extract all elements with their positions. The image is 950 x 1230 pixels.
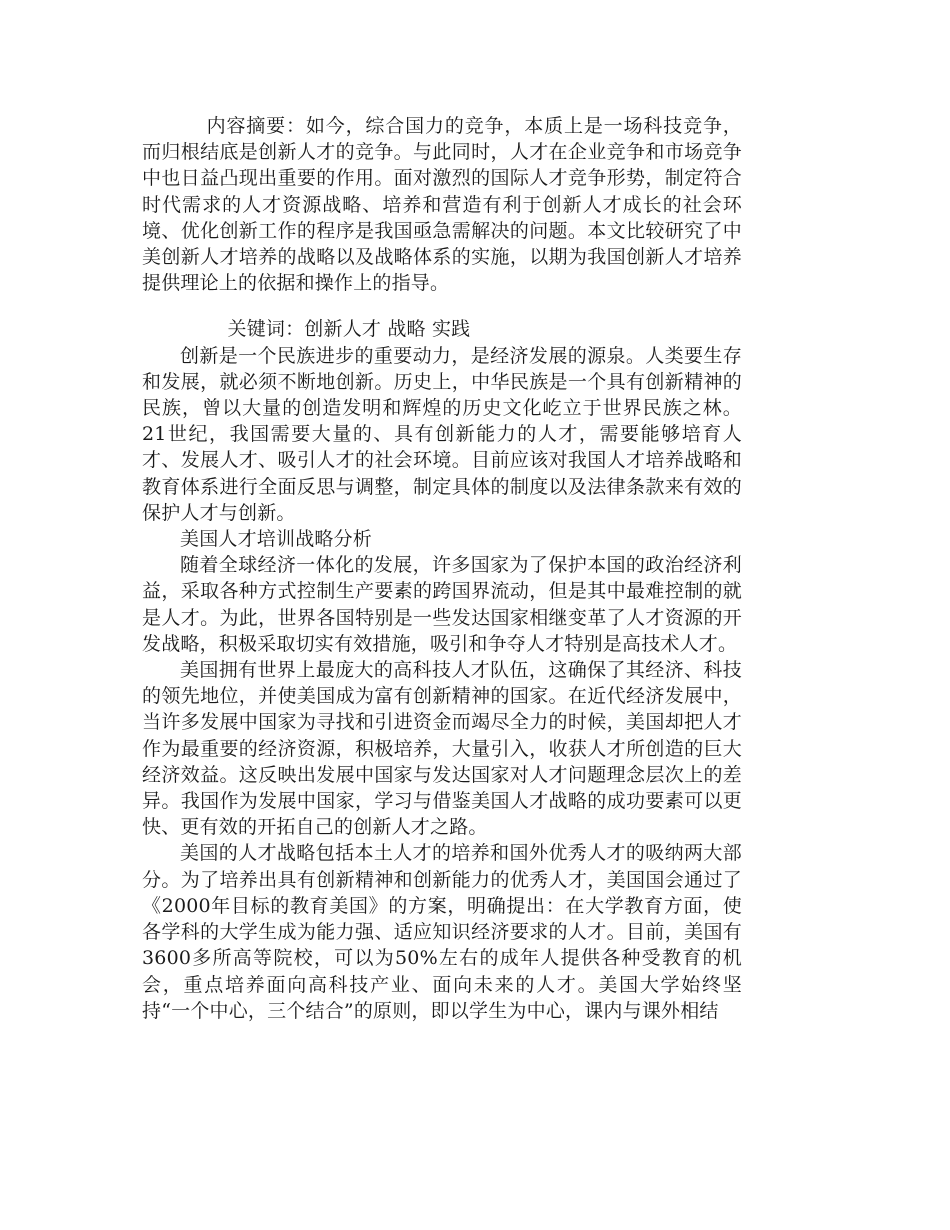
section-heading: 美国人才培训战略分析	[180, 528, 373, 551]
document-page	[142, 113, 742, 1024]
abstract-paragraph: 内容摘要：如今，综合国力的竞争，本质上是一场科技竞争，而归根结底是创新人才的竞争。与此同时，人才在企业竞争和市场竞争中也日益凸现出重要的作用。面对激烈的国际人才竞争形势，制定符合时代需求的人才资源战略、培养和营造有利于创新人才成长的社会环境、优化创新工作的程序是我国亟急需解决的问题。本文比较研究了中美创新人才培养的战略以及战略体系的实施，以期为我国创新人才培养提供理论上的依据和操作上的指导。	[142, 115, 742, 295]
body-paragraph: 美国拥有世界上最庞大的高科技人才队伍，这确保了其经济、科技的领先地位，并使美国成为富有创新精神的国家。在近代经济发展中，当许多发展中国家为寻找和引进资金而竭尽全力的时候，美国却把人才作为最重要的经济资源，积极培养，大量引入，收获人才所创造的巨大经济效益。这反映出发展中国家与发达国家对人才问题理念层次上的差异。我国作为发展中国家，学习与借鉴美国人才战略的成功要素可以更快、更有效的开拓自己的创新人才之路。	[142, 659, 742, 839]
keywords-line: 关键词：创新人才 战略 实践	[227, 318, 471, 341]
body-paragraph: 美国的人才战略包括本土人才的培养和国外优秀人才的吸纳两大部分。为了培养出具有创新精神和创新能力的优秀人才，美国国会通过了《2000年目标的教育美国》的方案，明确提出：在大学教育方面，使各学科的大学生成为能力强、适应知识经济要求的人才。目前，美国有3600多所高等院校，可以为50%左右的成年人提供各种受教育的机会，重点培养面向高科技产业、面向未来的人才。美国大学始终坚持“一个中心，三个结合”的原则，即以学生为中心，课内与课外相结	[142, 842, 742, 1022]
body-paragraph: 创新是一个民族进步的重要动力，是经济发展的源泉。人类要生存和发展，就必须不断地创新。历史上，中华民族是一个具有创新精神的民族，曾以大量的创造发明和辉煌的历史文化屹立于世界民族之林。21世纪，我国需要大量的、具有创新能力的人才，需要能够培育人才、发展人才、吸引人才的社会环境。目前应该对我国人才培养战略和教育体系进行全面反思与调整，制定具体的制度以及法律条款来有效的保护人才与创新。	[142, 344, 742, 524]
body-paragraph: 随着全球经济一体化的发展，许多国家为了保护本国的政治经济利益，采取各种方式控制生产要素的跨国界流动，但是其中最难控制的就是人才。为此，世界各国特别是一些发达国家相继变革了人才资源的开发战略，积极采取切实有效措施，吸引和争夺人才特别是高技术人才。	[142, 554, 742, 655]
